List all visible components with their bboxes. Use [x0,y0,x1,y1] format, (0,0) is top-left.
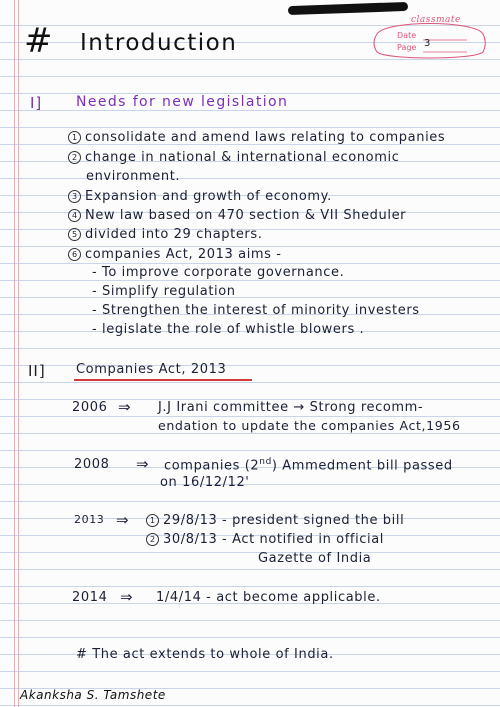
timeline-subitem [146,514,404,527]
item-text: Expansion and growth of economy. [85,189,332,204]
timeline-text-sup: nd [259,457,272,467]
item-text: consolidate and amend laws relating to companies [85,130,446,145]
item-text: New law based on 470 section & VII Sheduler [85,208,407,223]
timeline-text: endation to update the companies Act,1956 [158,418,461,433]
page-title: Introduction [80,30,238,56]
timeline-year: 2006 [72,400,108,415]
timeline-text: 1/4/14 - act become applicable. [156,590,381,605]
section-1-item [68,248,282,261]
timeline-year: 2013 [74,513,105,526]
item-number: 4 [68,209,81,222]
title-hash: # [24,21,53,61]
notebook-brand-stamp [371,14,489,60]
page-margin-line [14,0,15,707]
subitem-text: 30/8/13 - Act notified in official [163,532,385,547]
page-margin-line [18,0,19,707]
item-text: divided into 29 chapters. [85,227,263,242]
section-1-item [68,151,399,164]
item-text: companies Act, 2013 aims - [85,247,282,262]
author-signature: Akanksha S. Tamshete [20,688,166,702]
stamp-page-label: Page [397,43,417,52]
timeline-text-part: companies (2 [164,458,260,474]
timeline-subitem [146,533,384,546]
section-1-numeral: I] [30,94,43,112]
item-number: 6 [68,248,81,261]
timeline-arrow: ⇒ [120,588,134,606]
timeline-arrow: ⇒ [116,511,130,529]
timeline-arrow: ⇒ [118,398,132,416]
timeline-text [164,458,453,472]
subitem-number: 1 [146,514,159,527]
aim-item: - Strengthen the interest of minority investers [92,303,420,318]
item-number: 5 [68,228,81,241]
item-number: 3 [68,190,81,203]
timeline-text: J.J Irani committee → Strong recomm- [158,400,424,415]
subitem-number: 2 [146,533,159,546]
closing-note: # The act extends to whole of India. [76,647,334,662]
section-1-item [86,170,180,183]
timeline-subitem [258,552,371,565]
timeline-arrow: ⇒ [136,455,150,473]
item-number: 2 [68,151,81,164]
section-2-heading: Companies Act, 2013 [76,362,227,377]
timeline-text: on 16/12/12' [160,475,250,490]
aim-item: - To improve corporate governance. [92,265,345,280]
timeline-year: 2014 [72,590,108,605]
item-number: 1 [68,131,81,144]
subitem-text: 29/8/13 - president signed the bill [163,513,405,528]
heading-underline [74,379,252,381]
page-number: 3 [424,38,431,49]
section-1-heading: Needs for new legislation [76,94,289,110]
aim-item: - legislate the role of whistle blowers . [92,322,365,337]
section-1-item [68,131,445,144]
stamp-brand: classmate [411,15,461,25]
aim-item: - Simplify regulation [92,284,236,299]
timeline-text-part: ) Ammedment bill passed [271,458,453,474]
section-1-item [68,190,332,203]
item-text: environment. [86,169,181,184]
section-1-item [68,228,262,241]
item-text: change in national & international economic [85,150,400,165]
subitem-text: Gazette of India [258,551,372,566]
stamp-date-label: Date [397,31,417,40]
timeline-year: 2008 [74,457,110,472]
section-1-item [68,209,406,222]
section-2-numeral: II] [28,362,46,380]
